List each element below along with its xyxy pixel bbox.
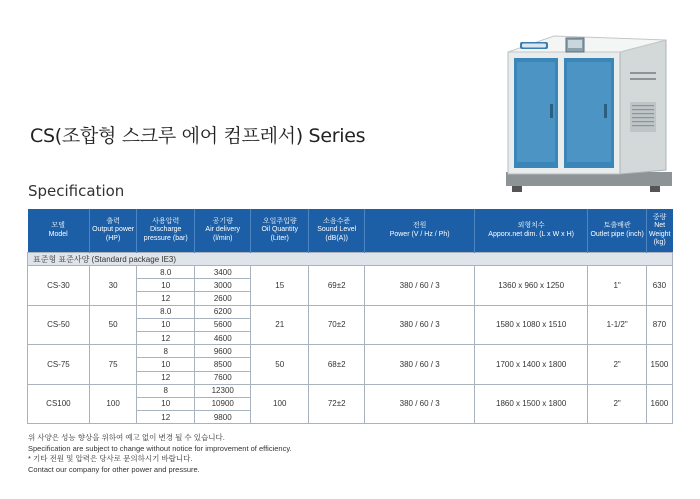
- sound-cell: 69±2: [308, 266, 364, 306]
- header-net-weight: 중량 Net Weight (kg): [646, 209, 672, 253]
- pressure-cell: 8.0: [137, 266, 195, 279]
- specification-table: [27, 209, 673, 424]
- pressure-cell: 8: [137, 384, 195, 397]
- air-cell: 5600: [195, 318, 251, 331]
- compressor-photo: [500, 22, 678, 197]
- model-cell: CS-75: [28, 345, 90, 385]
- table-row: [28, 384, 673, 397]
- dimension-cell: 1860 x 1500 x 1800: [474, 384, 588, 424]
- header-pressure: 사용압력 Discharge pressure (bar): [137, 209, 195, 253]
- pressure-cell: 10: [137, 358, 195, 371]
- power-cell: 380 / 60 / 3: [365, 266, 474, 306]
- oil-cell: 15: [251, 266, 309, 306]
- header-outlet-pipe: 토출배관 Outlet pipe (inch): [588, 209, 646, 253]
- dimension-cell: 1360 x 960 x 1250: [474, 266, 588, 306]
- model-cell: CS100: [28, 384, 90, 424]
- air-cell: 8500: [195, 358, 251, 371]
- table-row: [28, 305, 673, 318]
- sound-cell: 70±2: [308, 305, 364, 345]
- air-cell: 7600: [195, 371, 251, 384]
- note-line: 위 사양은 성능 향상을 위하여 예고 없이 변경 될 수 있습니다.: [28, 433, 225, 442]
- air-cell: 12300: [195, 384, 251, 397]
- pressure-cell: 10: [137, 318, 195, 331]
- pipe-cell: 1-1/2": [588, 305, 646, 345]
- pressure-cell: 12: [137, 371, 195, 384]
- weight-cell: 1600: [646, 384, 672, 424]
- air-cell: 2600: [195, 292, 251, 305]
- dimension-cell: 1700 x 1400 x 1800: [474, 345, 588, 385]
- specification-heading: Specification: [28, 182, 125, 200]
- note-line: Specification are subject to change without notice for improvement of efficiency.: [28, 443, 292, 453]
- header-model: 모델 Model: [28, 209, 90, 253]
- table-header-row: [28, 209, 673, 253]
- power-cell: 380 / 60 / 3: [365, 384, 474, 424]
- note-line: * 기타 전원 및 압력은 당사로 문의하시기 바랍니다.: [28, 454, 193, 463]
- pressure-cell: 10: [137, 397, 195, 410]
- air-cell: 9600: [195, 345, 251, 358]
- pressure-cell: 8.0: [137, 305, 195, 318]
- sound-cell: 68±2: [308, 345, 364, 385]
- weight-cell: 1500: [646, 345, 672, 385]
- hp-cell: 50: [89, 305, 137, 345]
- table-row: [28, 345, 673, 358]
- oil-cell: 21: [251, 305, 309, 345]
- air-cell: 6200: [195, 305, 251, 318]
- package-row: [28, 253, 673, 266]
- air-cell: 3000: [195, 279, 251, 292]
- hp-cell: 30: [89, 266, 137, 306]
- oil-cell: 50: [251, 345, 309, 385]
- weight-cell: 870: [646, 305, 672, 345]
- air-cell: 9800: [195, 411, 251, 424]
- sound-cell: 72±2: [308, 384, 364, 424]
- dimension-cell: 1580 x 1080 x 1510: [474, 305, 588, 345]
- page-title: CS(조합형 스크루 에어 컴프레서) Series: [30, 125, 366, 147]
- oil-cell: 100: [251, 384, 309, 424]
- air-cell: 10900: [195, 397, 251, 410]
- header-dimensions: 외형치수 Apporx.net dim. (L x W x H): [474, 209, 588, 253]
- header-air-delivery: 공기량 Air delivery (l/min): [195, 209, 251, 253]
- pressure-cell: 12: [137, 292, 195, 305]
- footnotes: [28, 433, 292, 475]
- weight-cell: 630: [646, 266, 672, 306]
- header-output: 출력 Output power (HP): [89, 209, 137, 253]
- model-cell: CS-50: [28, 305, 90, 345]
- pipe-cell: 1": [588, 266, 646, 306]
- header-power: 전원 Power (V / Hz / Ph): [365, 209, 474, 253]
- pipe-cell: 2": [588, 345, 646, 385]
- pressure-cell: 10: [137, 279, 195, 292]
- header-sound-level: 소음수준 Sound Level (dB(A)): [308, 209, 364, 253]
- package-label: 표준형 표준사양 (Standard package IE3): [28, 253, 673, 266]
- table-row: [28, 266, 673, 279]
- pressure-cell: 12: [137, 331, 195, 344]
- air-cell: 3400: [195, 266, 251, 279]
- pipe-cell: 2": [588, 384, 646, 424]
- power-cell: 380 / 60 / 3: [365, 305, 474, 345]
- note-line: Contact our company for other power and pressure.: [28, 464, 200, 474]
- model-cell: CS-30: [28, 266, 90, 306]
- pressure-cell: 12: [137, 411, 195, 424]
- power-cell: 380 / 60 / 3: [365, 345, 474, 385]
- hp-cell: 75: [89, 345, 137, 385]
- pressure-cell: 8: [137, 345, 195, 358]
- air-cell: 4600: [195, 331, 251, 344]
- hp-cell: 100: [89, 384, 137, 424]
- header-oil-quantity: 오일주입량 Oil Quantity (Liter): [251, 209, 309, 253]
